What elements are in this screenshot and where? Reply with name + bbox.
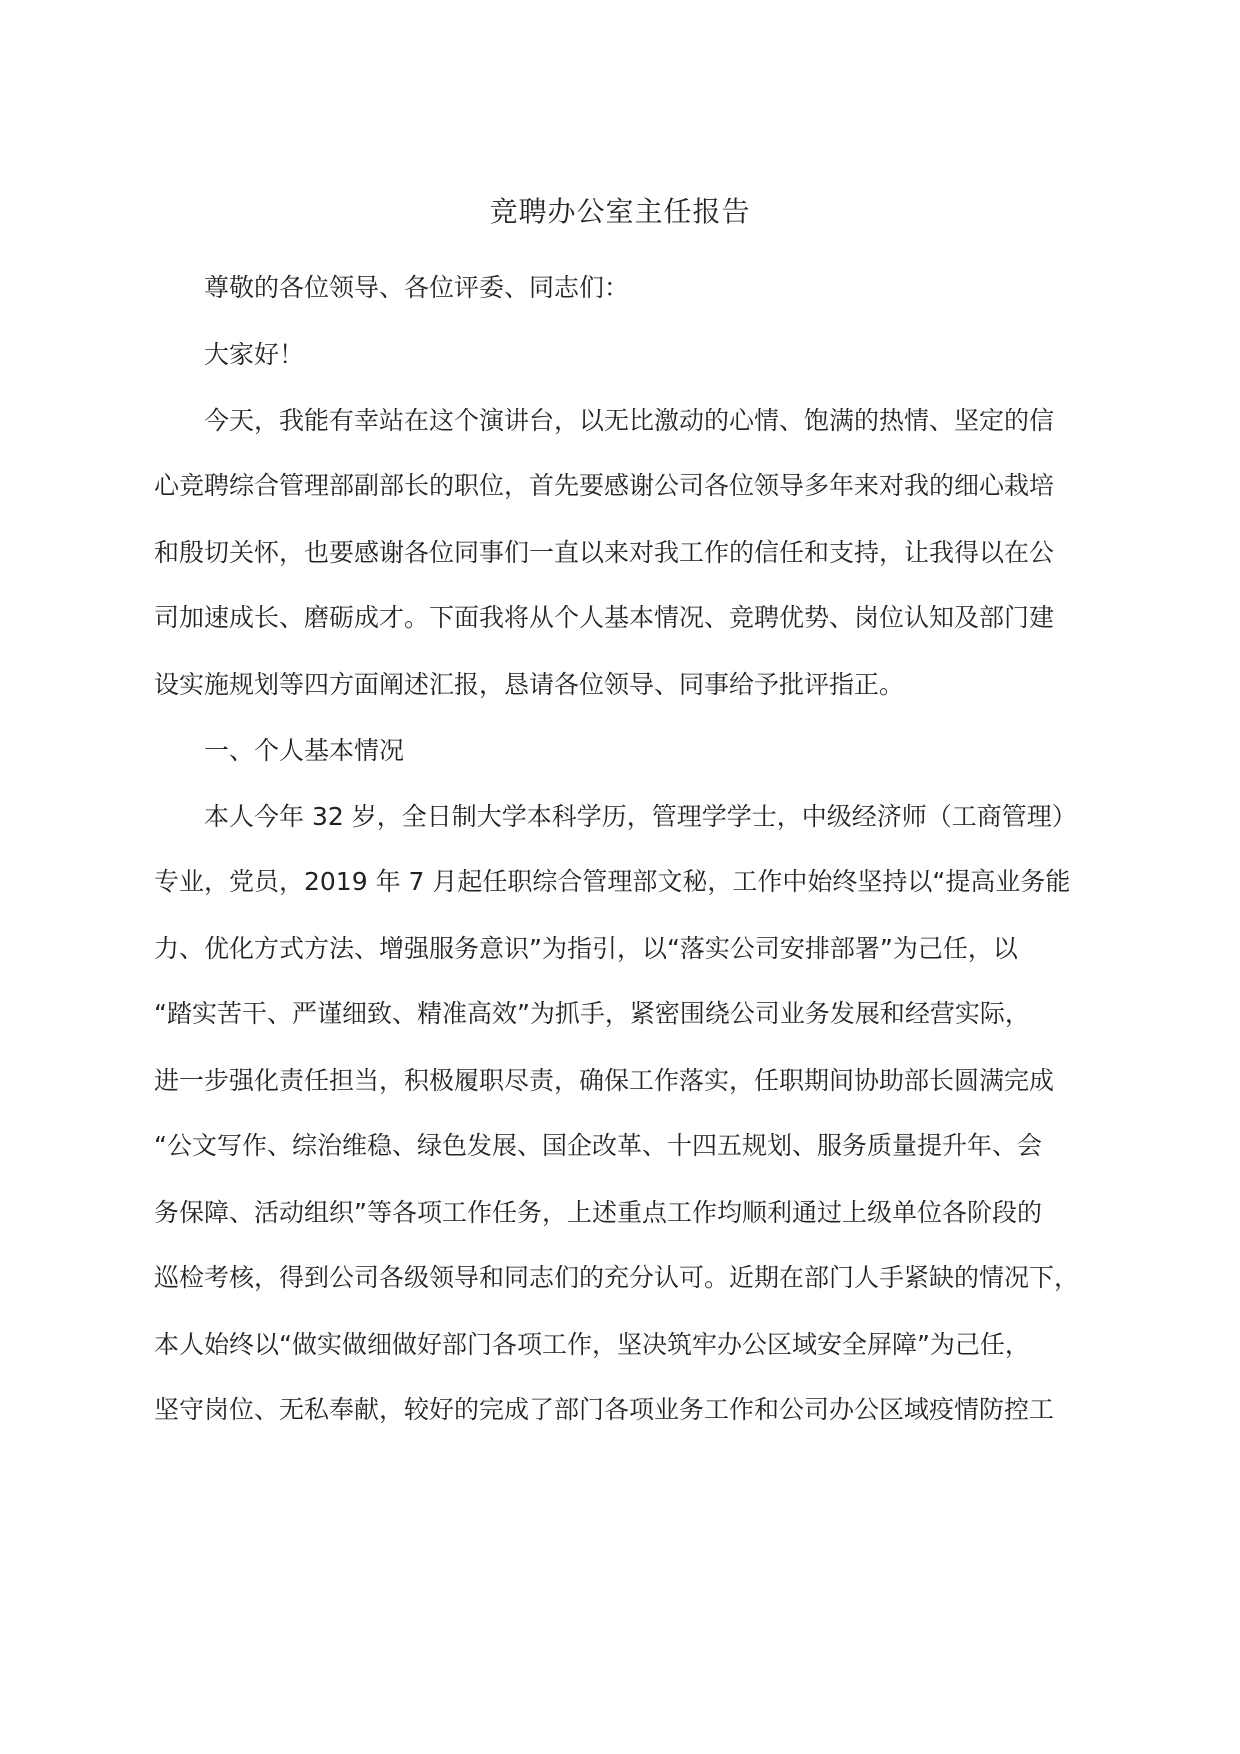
paragraph-line: 专业，党员，2019 年 7 月起任职综合管理部文秘，工作中始终坚持以“提高业务能 [154, 867, 1071, 896]
paragraph-line: 心竞聘综合管理部副部长的职位，首先要感谢公司各位领导多年来对我的细心栽培 [154, 471, 1055, 500]
paragraph-line: 坚守岗位、无私奉献，较好的完成了部门各项业务工作和公司办公区域疫情防控工 [154, 1395, 1055, 1424]
paragraph-line: 务保障、活动组织”等各项工作任务，上述重点工作均顺利通过上级单位各阶段的 [154, 1198, 1042, 1227]
paragraph-line: 进一步强化责任担当，积极履职尽责，确保工作落实，任职期间协助部长圆满完成 [154, 1066, 1055, 1095]
paragraph-line: 力、优化方式方法、增强服务意识”为指引，以“落实公司安排部署”为己任，以 [154, 934, 1018, 963]
paragraph-line: 巡检考核，得到公司各级领导和同志们的充分认可。近期在部门人手紧缺的情况下， [154, 1263, 1080, 1292]
paragraph-line: 本人始终以“做实做细做好部门各项工作，坚决筑牢办公区域安全屏障”为己任， [154, 1330, 1030, 1359]
paragraph-line: 本人今年 32 岁，全日制大学本科学历，管理学学士，中级经济师（工商管理） [204, 802, 1077, 831]
paragraph-line: “公文写作、综治维稳、绿色发展、国企改革、十四五规划、服务质量提升年、会 [154, 1131, 1042, 1160]
paragraph-line: “踏实苦干、严谨细致、精准高效”为抓手，紧密围绕公司业务发展和经营实际， [154, 999, 1030, 1028]
salutation: 尊敬的各位领导、各位评委、同志们： [204, 273, 630, 302]
paragraph-line: 司加速成长、磨砺成才。下面我将从个人基本情况、竞聘优势、岗位认知及部门建 [154, 603, 1055, 632]
paragraph-line: 和殷切关怀，也要感谢各位同事们一直以来对我工作的信任和支持，让我得以在公 [154, 538, 1055, 567]
section-heading: 一、个人基本情况 [204, 736, 405, 765]
paragraph-line: 设实施规划等四方面阐述汇报，恳请各位领导、同事给予批评指正。 [154, 670, 905, 699]
paragraph-line: 今天，我能有幸站在这个演讲台，以无比激动的心情、饱满的热情、坚定的信 [204, 406, 1055, 435]
document-title: 竞聘办公室主任报告 [489, 195, 751, 228]
greeting: 大家好！ [204, 340, 305, 369]
